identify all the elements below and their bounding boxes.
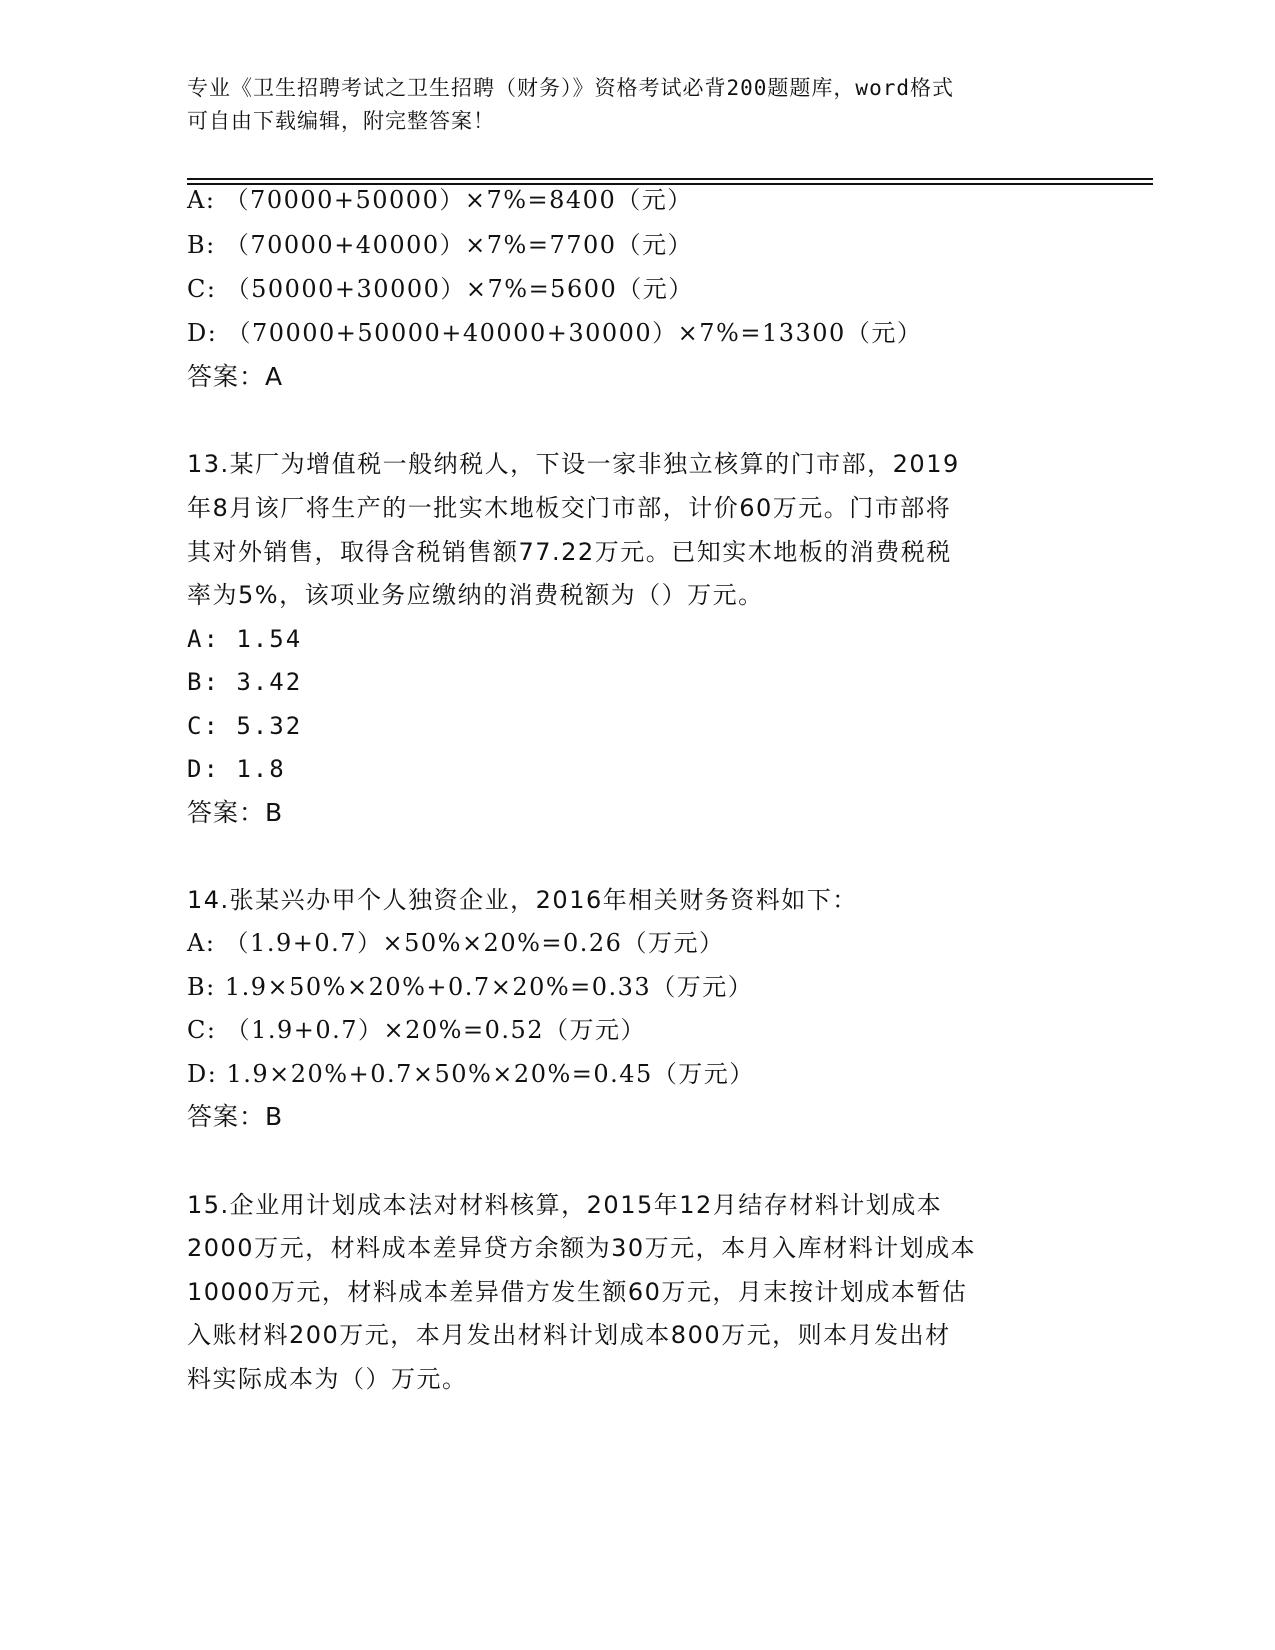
q15-stem-line-3: 10000万元，材料成本差异借方发生额60万元，月末按计划成本暂估 bbox=[187, 1278, 968, 1306]
q15-stem-line-1: 15.企业用计划成本法对材料核算，2015年12月结存材料计划成本 bbox=[187, 1191, 943, 1219]
document-header bbox=[187, 72, 1087, 138]
q14-option-c: C: （1.9+0.7）×20%=0.52（万元） bbox=[187, 1016, 647, 1044]
header-line-2: 可自由下载编辑，附完整答案！ bbox=[187, 109, 495, 133]
q13-stem-line-1: 13.某厂为增值税一般纳税人，下设一家非独立核算的门市部，2019 bbox=[187, 450, 960, 478]
q15-stem-line-5: 料实际成本为（）万元。 bbox=[187, 1365, 468, 1393]
q12-option-d: D: （70000+50000+40000+30000）×7%=13300（元） bbox=[187, 319, 923, 347]
q13-stem-line-2: 年8月该厂将生产的一批实木地板交门市部，计价60万元。门市部将 bbox=[187, 494, 952, 522]
q13-stem-line-4: 率为5%，该项业务应缴纳的消费税额为（）万元。 bbox=[187, 581, 764, 609]
q13-option-b: B: 3.42 bbox=[187, 668, 303, 696]
q15-stem-line-2: 2000万元，材料成本差异贷方余额为30万元，本月入库材料计划成本 bbox=[187, 1234, 977, 1262]
q12-option-b: B: （70000+40000）×7%=7700（元） bbox=[187, 231, 694, 259]
q14-option-d: D: 1.9×20%+0.7×50%×20%=0.45（万元） bbox=[187, 1060, 755, 1088]
q13-stem-line-3: 其对外销售，取得含税销售额77.22万元。已知实木地板的消费税税 bbox=[187, 538, 952, 566]
q13-option-d: D: 1.8 bbox=[187, 755, 286, 783]
header-divider-top bbox=[187, 178, 1153, 180]
q12-option-c: C: （50000+30000）×7%=5600（元） bbox=[187, 275, 694, 303]
q14-stem: 14.张某兴办甲个人独资企业，2016年相关财务资料如下： bbox=[187, 886, 858, 914]
q13-option-c: C: 5.32 bbox=[187, 712, 303, 740]
q14-option-a: A: （1.9+0.7）×50%×20%=0.26（万元） bbox=[187, 929, 725, 957]
q12-option-a: A: （70000+50000）×7%=8400（元） bbox=[187, 186, 693, 214]
q14-option-b: B: 1.9×50%×20%+0.7×20%=0.33（万元） bbox=[187, 973, 754, 1001]
q13-option-a: A: 1.54 bbox=[187, 625, 303, 653]
q14-answer: 答案：B bbox=[187, 1102, 284, 1131]
q13-answer: 答案：B bbox=[187, 798, 284, 827]
q15-stem-line-4: 入账材料200万元，本月发出材料计划成本800万元，则本月发出材 bbox=[187, 1321, 951, 1349]
q12-answer: 答案：A bbox=[187, 362, 284, 391]
header-line-1: 专业《卫生招聘考试之卫生招聘（财务）》资格考试必背200题题库，word格式 bbox=[187, 76, 954, 100]
